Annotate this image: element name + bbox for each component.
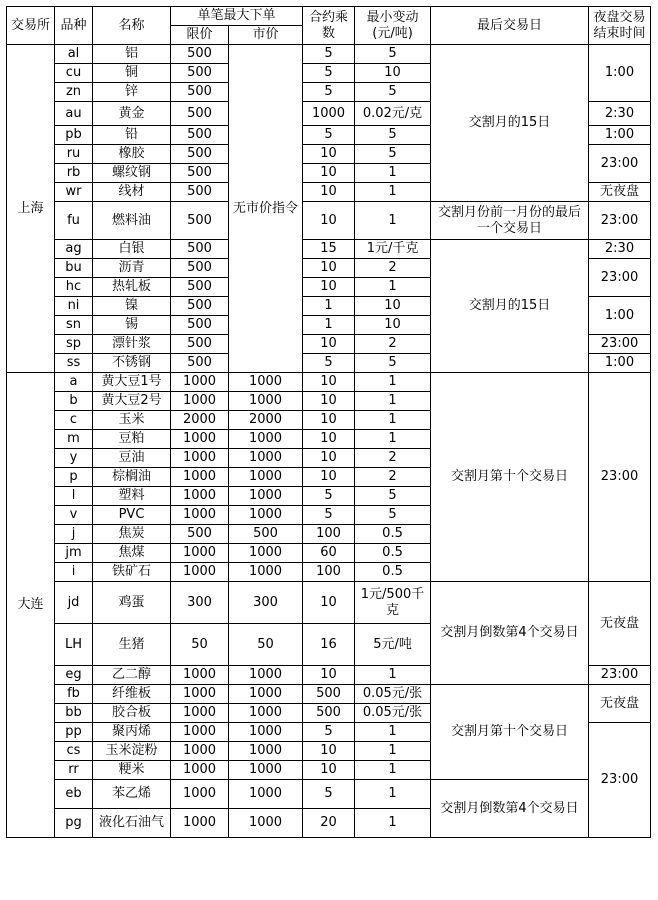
cell-limit: 1000 [171,666,229,685]
cell-name: 乙二醇 [93,666,171,685]
cell-multiplier: 10 [303,335,355,354]
cell-tick: 0.5 [355,544,431,563]
cell-code: m [55,430,93,449]
night-end: 23:00 [589,335,651,354]
cell-tick: 1 [355,278,431,297]
cell-multiplier: 5 [303,487,355,506]
cell-name: 黄大豆2号 [93,392,171,411]
cell-multiplier: 1 [303,316,355,335]
cell-market: 1000 [229,723,303,742]
night-end: 1:00 [589,45,651,102]
cell-market: 1000 [229,544,303,563]
cell-code: b [55,392,93,411]
cell-limit: 1000 [171,392,229,411]
cell-code: p [55,468,93,487]
cell-name: 沥青 [93,259,171,278]
cell-tick: 5 [355,354,431,373]
cell-limit: 1000 [171,430,229,449]
cell-tick: 1 [355,392,431,411]
cell-code: wr [55,183,93,202]
cell-code: LH [55,624,93,666]
cell-market: 1000 [229,373,303,392]
cell-name: 锡 [93,316,171,335]
cell-multiplier: 10 [303,392,355,411]
cell-name: 粳米 [93,761,171,780]
cell-tick: 5 [355,126,431,145]
cell-market: 1000 [229,563,303,582]
last-day-dl-10: 交割月第十个交易日 [431,373,589,582]
cell-name: 热轧板 [93,278,171,297]
cell-limit: 500 [171,354,229,373]
cell-name: 塑料 [93,487,171,506]
cell-limit: 500 [171,297,229,316]
cell-code: jm [55,544,93,563]
cell-tick: 1 [355,373,431,392]
cell-multiplier: 500 [303,704,355,723]
cell-name: 铅 [93,126,171,145]
cell-limit: 1000 [171,742,229,761]
cell-tick: 0.05元/张 [355,685,431,704]
cell-name: 燃料油 [93,202,171,240]
cell-tick: 1 [355,411,431,430]
cell-limit: 1000 [171,761,229,780]
cell-name: 焦炭 [93,525,171,544]
header-name: 名称 [93,7,171,45]
cell-tick: 5 [355,487,431,506]
cell-code: rb [55,164,93,183]
cell-multiplier: 100 [303,525,355,544]
cell-code: i [55,563,93,582]
cell-name: 镍 [93,297,171,316]
cell-code: l [55,487,93,506]
cell-name: 胶合板 [93,704,171,723]
cell-name: 黄金 [93,102,171,126]
cell-multiplier: 5 [303,45,355,64]
cell-multiplier: 100 [303,563,355,582]
cell-market: 1000 [229,666,303,685]
cell-multiplier: 10 [303,742,355,761]
cell-limit: 500 [171,83,229,102]
night-end: 23:00 [589,666,651,685]
cell-limit: 500 [171,164,229,183]
cell-tick: 1元/千克 [355,240,431,259]
cell-code: pg [55,809,93,838]
cell-tick: 0.5 [355,525,431,544]
cell-code: pp [55,723,93,742]
cell-multiplier: 500 [303,685,355,704]
cell-multiplier: 5 [303,780,355,809]
last-day-sh-15b: 交割月的15日 [431,240,589,373]
night-end: 23:00 [589,723,651,838]
night-end: 23:00 [589,259,651,297]
cell-name: 铜 [93,64,171,83]
cell-tick: 5 [355,145,431,164]
cell-multiplier: 1000 [303,102,355,126]
cell-limit: 500 [171,45,229,64]
cell-multiplier: 5 [303,126,355,145]
cell-multiplier: 10 [303,430,355,449]
cell-market: 50 [229,624,303,666]
cell-tick: 1 [355,164,431,183]
cell-code: sp [55,335,93,354]
cell-limit: 300 [171,582,229,624]
night-end: 1:00 [589,354,651,373]
cell-market: 2000 [229,411,303,430]
cell-tick: 1元/500千克 [355,582,431,624]
cell-name: PVC [93,506,171,525]
cell-code: hc [55,278,93,297]
cell-multiplier: 10 [303,202,355,240]
night-none: 无夜盘 [589,582,651,666]
cell-limit: 1000 [171,544,229,563]
last-day-fu: 交割月份前一月份的最后一个交易日 [431,202,589,240]
cell-multiplier: 10 [303,761,355,780]
cell-limit: 500 [171,145,229,164]
cell-multiplier: 15 [303,240,355,259]
last-day-dl-rev4: 交割月倒数第4个交易日 [431,582,589,685]
cell-tick: 10 [355,297,431,316]
cell-tick: 1 [355,202,431,240]
cell-multiplier: 10 [303,259,355,278]
cell-name: 纤维板 [93,685,171,704]
cell-tick: 0.5 [355,563,431,582]
cell-name: 螺纹钢 [93,164,171,183]
table-row [7,202,651,240]
last-day-dl-10b: 交割月第十个交易日 [431,685,589,780]
cell-tick: 1 [355,780,431,809]
header-tick: 最小变动(元/吨) [355,7,431,45]
cell-code: cs [55,742,93,761]
cell-tick: 2 [355,468,431,487]
cell-name: 生猪 [93,624,171,666]
cell-limit: 2000 [171,411,229,430]
cell-code: jd [55,582,93,624]
header-exchange: 交易所 [7,7,55,45]
cell-market: 1000 [229,685,303,704]
header-market: 市价 [229,26,303,45]
cell-multiplier: 10 [303,145,355,164]
cell-limit: 500 [171,183,229,202]
cell-multiplier: 20 [303,809,355,838]
cell-market: 1000 [229,780,303,809]
cell-name: 不锈钢 [93,354,171,373]
cell-limit: 1000 [171,373,229,392]
cell-name: 漂针浆 [93,335,171,354]
header-limit: 限价 [171,26,229,45]
cell-market: 1000 [229,809,303,838]
cell-code: c [55,411,93,430]
cell-limit: 500 [171,316,229,335]
cell-tick: 2 [355,335,431,354]
cell-name: 苯乙烯 [93,780,171,809]
cell-tick: 5 [355,45,431,64]
night-end: 1:00 [589,126,651,145]
cell-name: 锌 [93,83,171,102]
table-row [7,685,651,704]
cell-multiplier: 5 [303,83,355,102]
cell-limit: 500 [171,102,229,126]
table-row [7,780,651,809]
cell-name: 铝 [93,45,171,64]
cell-tick: 1 [355,723,431,742]
cell-multiplier: 10 [303,183,355,202]
cell-name: 铁矿石 [93,563,171,582]
cell-name: 玉米 [93,411,171,430]
cell-multiplier: 10 [303,373,355,392]
cell-tick: 10 [355,64,431,83]
cell-code: al [55,45,93,64]
cell-multiplier: 5 [303,64,355,83]
cell-market: 1000 [229,761,303,780]
cell-multiplier: 10 [303,164,355,183]
cell-multiplier: 10 [303,468,355,487]
cell-limit: 500 [171,259,229,278]
cell-market: 1000 [229,468,303,487]
cell-name: 豆粕 [93,430,171,449]
cell-code: ag [55,240,93,259]
cell-code: cu [55,64,93,83]
table-row [7,240,651,259]
exchange-shanghai: 上海 [7,45,55,373]
cell-multiplier: 5 [303,354,355,373]
cell-limit: 1000 [171,780,229,809]
cell-limit: 500 [171,240,229,259]
night-end: 23:00 [589,145,651,183]
cell-code: fb [55,685,93,704]
table-row [7,373,651,392]
cell-code: ss [55,354,93,373]
cell-name: 橡胶 [93,145,171,164]
night-end: 23:00 [589,202,651,240]
cell-name: 豆油 [93,449,171,468]
cell-multiplier: 10 [303,666,355,685]
cell-limit: 1000 [171,506,229,525]
cell-code: j [55,525,93,544]
cell-name: 鸡蛋 [93,582,171,624]
cell-limit: 500 [171,335,229,354]
cell-limit: 1000 [171,449,229,468]
header-multiplier: 合约乘数 [303,7,355,45]
cell-tick: 0.05元/张 [355,704,431,723]
night-end: 2:30 [589,102,651,126]
cell-market: 1000 [229,430,303,449]
cell-limit: 1000 [171,563,229,582]
cell-market: 1000 [229,449,303,468]
cell-code: bu [55,259,93,278]
cell-market: 1000 [229,742,303,761]
cell-code: rr [55,761,93,780]
cell-limit: 1000 [171,487,229,506]
cell-name: 黄大豆1号 [93,373,171,392]
cell-multiplier: 1 [303,297,355,316]
cell-multiplier: 10 [303,582,355,624]
cell-code: zn [55,83,93,102]
cell-code: v [55,506,93,525]
futures-contract-table [6,6,651,838]
cell-multiplier: 5 [303,723,355,742]
cell-tick: 2 [355,259,431,278]
table-row [7,582,651,624]
cell-code: sn [55,316,93,335]
cell-name: 液化石油气 [93,809,171,838]
cell-limit: 500 [171,126,229,145]
night-end: 23:00 [589,373,651,582]
cell-multiplier: 5 [303,506,355,525]
cell-limit: 500 [171,278,229,297]
cell-market: 1000 [229,487,303,506]
cell-tick: 5元/吨 [355,624,431,666]
cell-code: ru [55,145,93,164]
table-row [7,45,651,64]
cell-name: 焦煤 [93,544,171,563]
cell-limit: 500 [171,202,229,240]
cell-market: 1000 [229,392,303,411]
cell-tick: 10 [355,316,431,335]
cell-limit: 1000 [171,704,229,723]
table-body [7,45,651,838]
cell-code: bb [55,704,93,723]
cell-tick: 1 [355,761,431,780]
cell-tick: 1 [355,742,431,761]
header-last-day: 最后交易日 [431,7,589,45]
cell-market: 300 [229,582,303,624]
header-code: 品种 [55,7,93,45]
cell-multiplier: 16 [303,624,355,666]
night-end: 1:00 [589,297,651,335]
cell-limit: 1000 [171,723,229,742]
cell-tick: 1 [355,809,431,838]
cell-limit: 1000 [171,685,229,704]
cell-code: a [55,373,93,392]
market-no-order: 无市价指令 [229,45,303,373]
cell-limit: 1000 [171,809,229,838]
cell-limit: 50 [171,624,229,666]
cell-tick: 1 [355,430,431,449]
cell-tick: 0.02元/克 [355,102,431,126]
cell-limit: 500 [171,525,229,544]
cell-name: 线材 [93,183,171,202]
header-night: 夜盘交易结束时间 [589,7,651,45]
cell-code: eg [55,666,93,685]
cell-code: eb [55,780,93,809]
cell-market: 1000 [229,506,303,525]
cell-code: y [55,449,93,468]
cell-code: pb [55,126,93,145]
cell-code: fu [55,202,93,240]
cell-market: 1000 [229,704,303,723]
cell-code: au [55,102,93,126]
cell-multiplier: 10 [303,449,355,468]
cell-multiplier: 10 [303,278,355,297]
last-day-sh-15: 交割月的15日 [431,45,589,202]
cell-limit: 1000 [171,468,229,487]
cell-name: 白银 [93,240,171,259]
cell-tick: 5 [355,506,431,525]
cell-limit: 500 [171,64,229,83]
exchange-dalian: 大连 [7,373,55,838]
cell-multiplier: 60 [303,544,355,563]
cell-tick: 5 [355,83,431,102]
last-day-dl-rev4b: 交割月倒数第4个交易日 [431,780,589,838]
night-none: 无夜盘 [589,685,651,723]
cell-name: 玉米淀粉 [93,742,171,761]
cell-tick: 1 [355,666,431,685]
header-max-order: 单笔最大下单 [171,7,303,26]
cell-name: 棕榈油 [93,468,171,487]
cell-market: 500 [229,525,303,544]
cell-code: ni [55,297,93,316]
cell-name: 聚丙烯 [93,723,171,742]
night-end: 2:30 [589,240,651,259]
night-none: 无夜盘 [589,183,651,202]
cell-tick: 2 [355,449,431,468]
cell-tick: 1 [355,183,431,202]
cell-multiplier: 10 [303,411,355,430]
